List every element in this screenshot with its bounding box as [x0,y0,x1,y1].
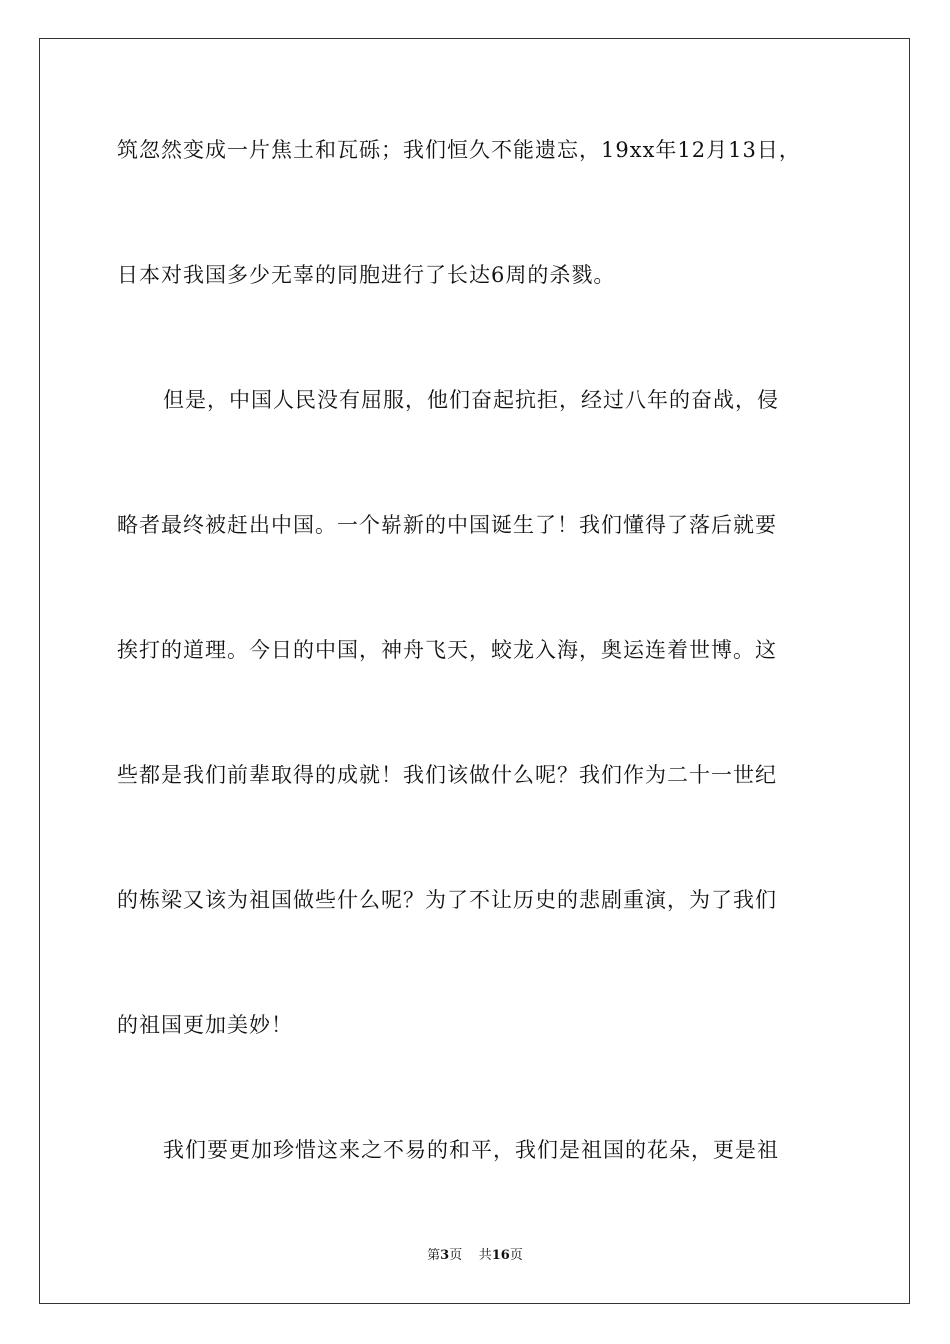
footer-total-prefix: 共 [478,1248,492,1263]
body-text-line: 的栋梁又该为祖国做些什么呢？为了不让历史的悲剧重演，为了我们 [117,888,777,912]
body-text-line: 日本对我国多少无辜的同胞进行了长达6周的杀戮。 [117,263,616,287]
page-footer [0,1248,950,1264]
paragraph-first-line: 但是，中国人民没有屈服，他们奋起抗拒，经过八年的奋战，侵 [163,388,779,412]
body-text-line: 的祖国更加美妙！ [117,1013,293,1037]
total-pages-number: 16 [491,1248,510,1263]
body-text-line: 筑忽然变成一片焦土和瓦砾；我们恒久不能遗忘，19xx年12月13日， [117,138,801,162]
footer-prefix: 第 [427,1248,441,1263]
body-text-line: 挨打的道理。今日的中国，神舟飞天，蛟龙入海，奥运连着世博。这 [117,638,777,662]
current-page-number: 3 [440,1248,450,1263]
footer-total-suffix: 页 [509,1248,523,1263]
footer-page-suffix: 页 [449,1248,463,1263]
body-text-line: 些都是我们前辈取得的成就！我们该做什么呢？我们作为二十一世纪 [117,763,777,787]
paragraph-first-line: 我们要更加珍惜这来之不易的和平，我们是祖国的花朵，更是祖 [163,1138,779,1162]
body-text-line: 略者最终被赶出中国。一个崭新的中国诞生了！我们懂得了落后就要 [117,513,777,537]
page-border [39,38,910,1304]
